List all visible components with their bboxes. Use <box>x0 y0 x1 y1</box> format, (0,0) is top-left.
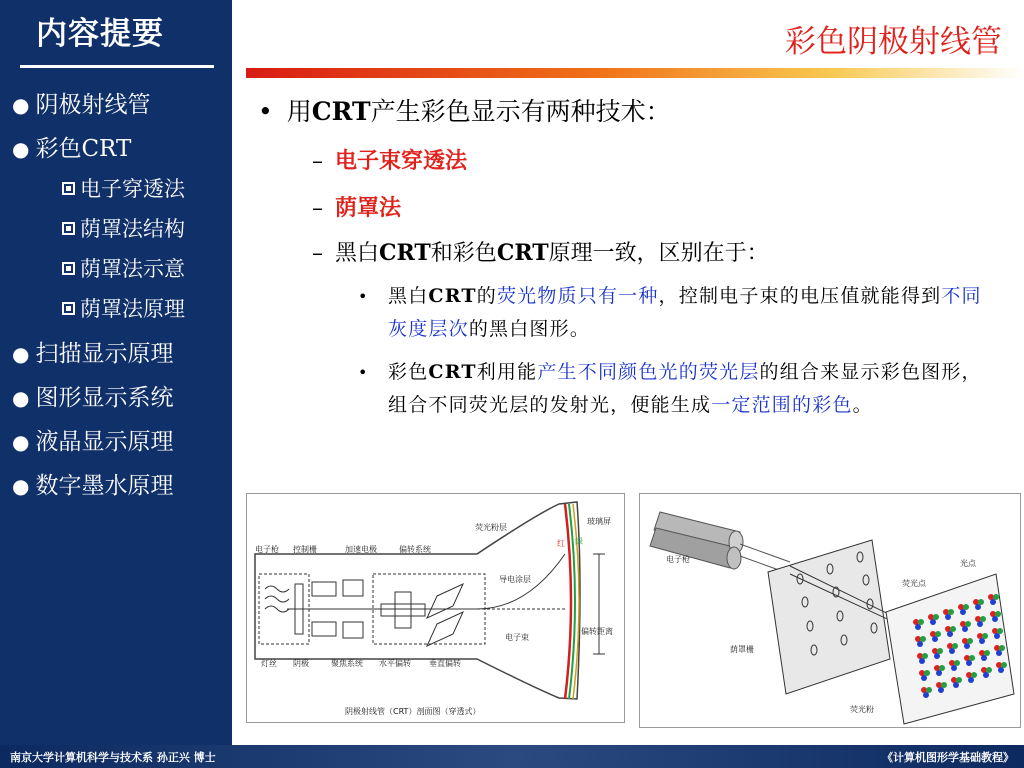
dash-icon: – <box>312 149 323 174</box>
label-deflect: 偏转系统 <box>399 545 431 554</box>
crt-cross-section-figure <box>246 493 625 723</box>
sidebar-item-e-ink[interactable] <box>12 467 173 500</box>
phosphor-dot <box>979 638 985 644</box>
label-grid: 控制栅 <box>293 545 317 554</box>
phosphor-dot <box>945 614 951 620</box>
phosphor-dot <box>1001 662 1007 668</box>
sidebar-item-label: 电子穿透法 <box>80 177 185 201</box>
phosphor-dot <box>967 638 973 644</box>
phosphor-dot <box>918 619 924 625</box>
sidebar-item-penetration[interactable] <box>62 173 185 203</box>
phosphor-dot <box>949 648 955 654</box>
label-glass: 玻璃屏 <box>587 517 611 526</box>
phosphor-dot <box>941 682 947 688</box>
bullet-icon: ● <box>12 137 30 161</box>
sidebar-item-shadow-mask-principle[interactable] <box>62 293 185 323</box>
phosphor-dot <box>981 655 987 661</box>
text-segment: 原理一致，区别在于： <box>548 241 769 266</box>
phosphor-dot <box>975 604 981 610</box>
footer-bar <box>0 745 1024 768</box>
label-accel: 加速电极 <box>345 545 377 554</box>
sidebar-item-label: 液晶显示原理 <box>35 429 174 455</box>
phosphor-dot <box>935 631 941 637</box>
label-distance: 偏转距离 <box>581 627 613 636</box>
text-segment: ，控制电子束的电压值就能得到 <box>658 285 942 307</box>
sub-item-shadow-mask <box>312 191 401 222</box>
square-bullet-icon <box>62 302 75 315</box>
phosphor-dot <box>971 672 977 678</box>
phosphor-dot <box>933 614 939 620</box>
phosphor-dot <box>969 655 975 661</box>
label-vdeflect: 垂直偏转 <box>429 659 461 668</box>
phosphor-dot <box>917 641 923 647</box>
sub-item-difference <box>312 236 769 267</box>
phosphor-dot <box>954 660 960 666</box>
text-segment: 荧光物质只有一种 <box>496 285 659 307</box>
sidebar-item-color-crt[interactable] <box>12 130 131 163</box>
bullet-icon: • <box>358 363 369 382</box>
bullet-icon: ● <box>12 93 30 117</box>
phosphor-dot <box>939 665 945 671</box>
sidebar-title: 内容提要 <box>36 16 164 52</box>
label-focus: 聚焦系统 <box>331 659 363 668</box>
label-coating: 导电涂层 <box>499 575 531 584</box>
bullet-icon: • <box>358 287 369 306</box>
label-phosphor: 荧光粉 <box>850 705 874 714</box>
phosphor-dot <box>996 650 1002 656</box>
phosphor-dot <box>990 599 996 605</box>
phosphor-dot <box>995 611 1001 617</box>
sidebar-item-label: 荫罩法原理 <box>80 297 185 321</box>
bullet-icon: • <box>258 97 273 126</box>
sidebar-item-label: 阴极射线管 <box>35 92 151 118</box>
label-phosphor-dot: 荧光点 <box>902 579 926 588</box>
dash-icon: – <box>312 196 323 221</box>
sidebar <box>0 0 232 745</box>
text-segment: 和彩色 <box>430 241 497 266</box>
label-gun: 电子枪 <box>666 555 690 564</box>
text-segment: CRT <box>311 97 371 126</box>
title-underline-bar <box>246 68 1024 78</box>
sidebar-item-shadow-mask-diagram[interactable] <box>62 253 185 283</box>
sidebar-item-label: 荫罩法结构 <box>80 217 185 241</box>
text-segment: 的 <box>476 285 497 307</box>
phosphor-dot <box>938 687 944 693</box>
phosphor-dot <box>965 621 971 627</box>
label-shadow-mask: 荫罩栅 <box>730 645 754 654</box>
sidebar-item-label: 扫描显示原理 <box>35 341 174 367</box>
phosphor-dot <box>950 626 956 632</box>
crt-diagram <box>247 494 624 722</box>
phosphor-dot <box>998 667 1004 673</box>
phosphor-dot <box>982 633 988 639</box>
dash-icon: – <box>312 241 323 266</box>
phosphor-dot <box>966 660 972 666</box>
sidebar-item-label: 数字墨水原理 <box>35 473 174 499</box>
text-segment: 电子束穿透法 <box>335 148 468 174</box>
text-segment: 荫罩法 <box>335 195 402 221</box>
slide-title: 彩色阴极射线管 <box>785 24 1002 60</box>
text-segment: 黑白 <box>388 285 429 307</box>
label-cathode: 阴极 <box>293 659 309 668</box>
sidebar-item-label: 彩色CRT <box>35 136 132 162</box>
phosphor-dot <box>926 687 932 693</box>
label-green: 绿 <box>575 537 583 546</box>
text-segment: 不同灰度层次 <box>388 285 982 340</box>
text-segment: 黑白 <box>335 241 380 266</box>
phosphor-dot <box>963 604 969 610</box>
phosphor-dot <box>937 648 943 654</box>
text-segment: 的黑白图形。 <box>468 318 591 340</box>
phosphor-dot <box>922 653 928 659</box>
footer-book: 《计算机图形学基础教程》 <box>882 751 1014 764</box>
phosphor-dot <box>997 628 1003 634</box>
phosphor-dot <box>934 653 940 659</box>
phosphor-dot <box>915 624 921 630</box>
footer-author: 南京大学计算机科学与技术系 孙正兴 博士 <box>10 751 216 764</box>
label-filament: 灯丝 <box>261 659 277 668</box>
text-segment: 一定范围的彩色 <box>711 394 853 416</box>
phosphor-dot <box>980 616 986 622</box>
phosphor-dot <box>932 636 938 642</box>
text-segment: 的组合来显示彩色图形，组合不同荧光层的发射光，便能生成 <box>388 361 982 416</box>
sub-item-penetration <box>312 144 467 175</box>
text-segment: CRT <box>496 240 549 266</box>
label-red: 红 <box>557 539 565 548</box>
main-bullet <box>258 92 671 128</box>
figure-caption: 阴极射线管（CRT）剖面图（穿透式） <box>345 707 481 716</box>
bullet-icon: ● <box>12 386 30 410</box>
phosphor-dot <box>993 594 999 600</box>
square-bullet-icon <box>62 262 75 275</box>
point-color-crt <box>358 356 990 422</box>
sidebar-item-label: 图形显示系统 <box>35 385 174 411</box>
phosphor-dot <box>983 672 989 678</box>
sidebar-divider <box>20 65 214 68</box>
phosphor-dot <box>924 670 930 676</box>
text-segment: 彩色 <box>388 361 429 383</box>
square-bullet-icon <box>62 222 75 235</box>
phosphor-dot <box>956 677 962 683</box>
text-segment: 产生彩色显示有两种技术： <box>370 97 671 126</box>
text-segment: 利用能 <box>476 361 538 383</box>
phosphor-dot <box>994 633 1000 639</box>
bullet-icon: ● <box>12 474 30 498</box>
phosphor-dot <box>960 609 966 615</box>
shadow-mask-diagram <box>640 494 1020 727</box>
sidebar-item-crt[interactable] <box>12 86 150 119</box>
sidebar-item-scan-display[interactable] <box>12 335 173 368</box>
phosphor-dot <box>952 643 958 649</box>
square-bullet-icon <box>62 182 75 195</box>
text-segment: 用 <box>286 97 312 126</box>
phosphor-dot <box>921 675 927 681</box>
phosphor-dot <box>977 621 983 627</box>
sidebar-item-lcd[interactable] <box>12 423 173 456</box>
phosphor-dot <box>948 609 954 615</box>
phosphor-dot <box>999 645 1005 651</box>
phosphor-dot <box>964 643 970 649</box>
text-segment: 产生不同颜色光的荧光层 <box>537 361 760 383</box>
phosphor-dot <box>968 677 974 683</box>
phosphor-dot <box>951 665 957 671</box>
phosphor-dot <box>930 619 936 625</box>
label-beam: 电子束 <box>505 633 529 642</box>
shadow-mask-figure <box>639 493 1021 728</box>
label-gun: 电子枪 <box>255 545 279 554</box>
label-hdeflect: 水平偏转 <box>379 659 411 668</box>
phosphor-dot <box>986 667 992 673</box>
phosphor-dot <box>992 616 998 622</box>
text-segment: 。 <box>852 394 873 416</box>
sidebar-item-shadow-mask-structure[interactable] <box>62 213 185 243</box>
bullet-icon: ● <box>12 342 30 366</box>
text-segment: CRT <box>379 240 431 266</box>
phosphor-dot <box>920 636 926 642</box>
text-segment: CRT <box>428 285 477 307</box>
bullet-icon: ● <box>12 430 30 454</box>
phosphor-dot <box>923 692 929 698</box>
sidebar-item-graphics-system[interactable] <box>12 379 173 412</box>
phosphor-dot <box>962 626 968 632</box>
label-phosphor: 荧光粉层 <box>475 523 507 532</box>
point-mono-crt <box>358 280 990 346</box>
phosphor-dot <box>978 599 984 605</box>
phosphor-dot <box>947 631 953 637</box>
phosphor-dot <box>919 658 925 664</box>
sidebar-item-label: 荫罩法示意 <box>80 257 185 281</box>
phosphor-dot <box>953 682 959 688</box>
phosphor-dot <box>936 670 942 676</box>
text-segment: CRT <box>428 361 477 383</box>
phosphor-dot <box>984 650 990 656</box>
label-spot: 光点 <box>960 559 976 568</box>
